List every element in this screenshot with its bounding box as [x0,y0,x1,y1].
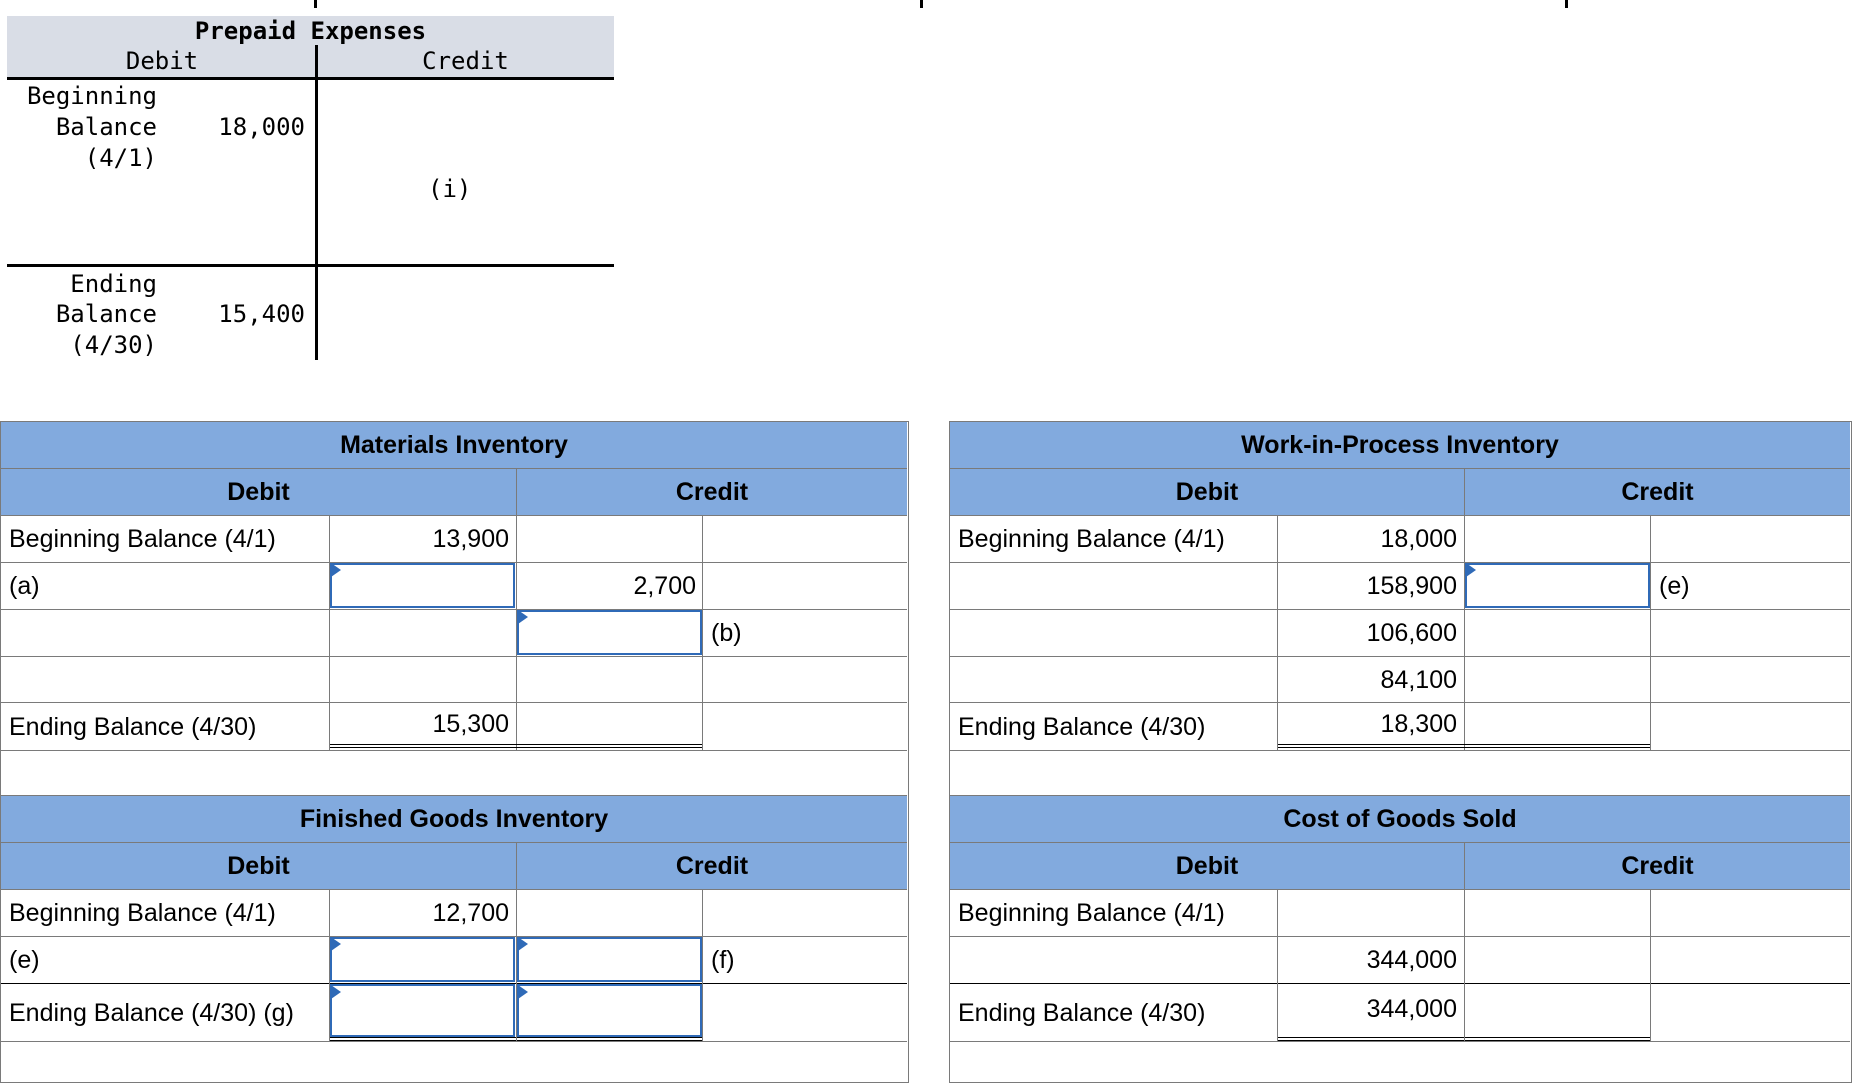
grid-line [950,1041,1850,1042]
prepaid-top-rule [7,77,614,80]
prepaid-beginning-line2: Balance [55,113,157,141]
grid-line [516,843,517,1041]
grid-line [702,890,703,1041]
finished-debit-header: Debit [1,843,516,889]
grid-line [950,515,1850,516]
materials-row2-credit: 2,700 [633,571,696,600]
grid-line [1650,516,1651,750]
cropped-top-tick [314,0,317,8]
cropped-top-tick [920,0,923,8]
cogs-debit-header: Debit [950,843,1464,889]
input-marker-icon [331,937,341,951]
wip-e-credit-input[interactable] [1465,563,1650,608]
input-marker-icon [331,985,341,999]
wip-ending-double-rule [1278,744,1650,748]
finished-beginning-debit: 12,700 [432,898,509,927]
finished-row-f-label: (f) [711,945,735,974]
grid-line [950,702,1850,703]
prepaid-ending-amount: 15,400 [218,300,305,328]
wip-debit-4: 84,100 [1380,665,1457,694]
cogs-ending-label: Ending Balance (4/30) [958,998,1206,1027]
finished-f-credit-input[interactable] [517,937,702,982]
cogs-row2-debit: 344,000 [1366,945,1457,974]
input-marker-icon [518,610,528,624]
grid-line [1277,516,1278,750]
grid-line [1464,843,1465,1041]
materials-beginning-debit: 13,900 [432,524,509,553]
cogs-title: Cost of Goods Sold [950,796,1850,842]
wip-ending-debit: 18,300 [1380,709,1457,738]
wip-debit-2: 158,900 [1366,571,1457,600]
grid-line [1,656,907,657]
prepaid-beginning-line1: Beginning [26,82,157,110]
grid-line [329,890,330,1041]
prepaid-title: Prepaid Expenses [194,17,427,45]
finished-row-e-label: (e) [9,945,40,974]
grid-line [950,656,1850,657]
prepaid-credit-label: Credit [422,47,509,75]
finished-ending-label: Ending Balance (4/30) (g) [9,998,294,1027]
wip-debit-1: 18,000 [1380,524,1457,553]
grid-line [329,516,330,750]
materials-row-b-label: (b) [711,618,742,647]
grid-line [1,515,907,516]
input-marker-icon [518,937,528,951]
finished-g-debit-input[interactable] [330,984,515,1037]
materials-a-debit-input[interactable] [330,563,515,608]
materials-ending-debit: 15,300 [432,709,509,738]
grid-line [1650,890,1651,1041]
prepaid-expenses-taccount [0,0,1862,360]
input-marker-icon [518,985,528,999]
finished-title: Finished Goods Inventory [1,796,907,842]
cogs-beginning-label: Beginning Balance (4/1) [958,898,1225,927]
grid-line [1,609,907,610]
grid-line [516,469,517,750]
grid-line [950,609,1850,610]
prepaid-ending-rule [7,264,614,267]
grid-line [1,468,907,469]
materials-ending-double-rule [330,744,702,748]
finished-credit-header: Credit [517,843,907,889]
prepaid-credit-entry: (i) [428,175,472,203]
finished-e-debit-input[interactable] [330,937,515,982]
materials-debit-header: Debit [1,469,516,515]
prepaid-ending-line3: (4/30) [70,331,157,359]
prepaid-beginning-amount: 18,000 [218,113,305,141]
materials-credit-header: Credit [517,469,907,515]
materials-ending-label: Ending Balance (4/30) [9,712,257,741]
materials-row-a-label: (a) [9,571,40,600]
finished-g-credit-input[interactable] [517,984,702,1037]
wip-debit-3: 106,600 [1366,618,1457,647]
grid-line [1,750,907,751]
grid-line [950,562,1850,563]
grid-line [1277,890,1278,1041]
cogs-credit-header: Credit [1465,843,1850,889]
prepaid-beginning-line3: (4/1) [84,144,157,172]
cropped-top-tick [1565,0,1568,8]
grid-line [702,516,703,750]
wip-debit-header: Debit [950,469,1464,515]
grid-line [1,1041,907,1042]
grid-line [950,468,1850,469]
prepaid-debit-label: Debit [125,47,199,75]
input-marker-icon [1466,563,1476,577]
prepaid-ending-line2: Balance [55,300,157,328]
finished-beginning-label: Beginning Balance (4/1) [9,898,276,927]
cogs-ending-debit: 344,000 [1366,994,1457,1023]
prepaid-center-rule [315,45,318,360]
grid-line [1464,469,1465,750]
materials-title: Materials Inventory [1,422,907,468]
grid-line [1,702,907,703]
grid-line [1,562,907,563]
materials-b-credit-input[interactable] [517,610,702,655]
prepaid-ending-line1: Ending [70,270,157,298]
wip-row-e-label: (e) [1659,571,1690,600]
input-marker-icon [331,563,341,577]
wip-ending-label: Ending Balance (4/30) [958,712,1206,741]
wip-beginning-label: Beginning Balance (4/1) [958,524,1225,553]
wip-title: Work-in-Process Inventory [950,422,1850,468]
grid-line [950,750,1850,751]
materials-beginning-label: Beginning Balance (4/1) [9,524,276,553]
wip-credit-header: Credit [1465,469,1850,515]
